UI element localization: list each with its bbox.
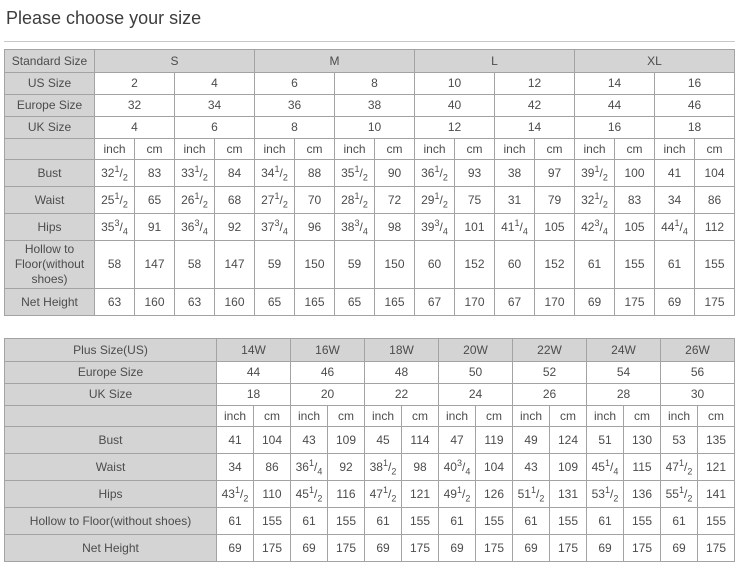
measure-value-cell: 155 (624, 508, 661, 535)
measure-value-cell: $25^1/_2$ (95, 187, 135, 214)
unit-label-cell: cm (215, 139, 255, 160)
unit-row (5, 139, 735, 160)
unit-label-cell: inch (335, 139, 375, 160)
unit-label-cell: cm (135, 139, 175, 160)
measure-value-cell: 45 (365, 427, 402, 454)
corner-label: Plus Size(US) (5, 339, 217, 362)
measure-value-cell: 155 (615, 241, 655, 289)
row-label: Waist (5, 454, 217, 481)
size-value-cell: 14 (495, 117, 575, 139)
table-gap (4, 316, 735, 338)
unit-label-cell: cm (476, 406, 513, 427)
measure-value-cell: $36^1/_4$ (291, 454, 328, 481)
measure-value-cell: 160 (135, 289, 175, 316)
measure-value-cell: 130 (624, 427, 661, 454)
measure-value-cell: 69 (291, 535, 328, 562)
measure-value-cell: 88 (295, 160, 335, 187)
measure-value-cell: 69 (513, 535, 550, 562)
measure-value-cell: $36^1/_2$ (415, 160, 455, 187)
size-value-cell: 18 (655, 117, 735, 139)
measure-value-cell: $51^1/_2$ (513, 481, 550, 508)
measurement-row (5, 427, 735, 454)
measure-value-cell: 38 (495, 160, 535, 187)
measure-value-cell: $39^1/_2$ (575, 160, 615, 187)
measure-value-cell: 70 (295, 187, 335, 214)
row-label: Bust (5, 160, 95, 187)
measure-value-cell: 43 (513, 454, 550, 481)
measure-value-cell: 90 (375, 160, 415, 187)
measure-value-cell: $27^1/_2$ (255, 187, 295, 214)
measure-value-cell: $32^1/_2$ (95, 160, 135, 187)
size-value-cell: 42 (495, 95, 575, 117)
size-value-cell: 38 (335, 95, 415, 117)
measure-value-cell: 69 (587, 535, 624, 562)
measure-value-cell: 112 (695, 214, 735, 241)
measure-value-cell: 104 (695, 160, 735, 187)
measure-value-cell: 175 (695, 289, 735, 316)
measure-value-cell: $28^1/_2$ (335, 187, 375, 214)
measure-value-cell: 41 (217, 427, 254, 454)
size-group-label: 14W (217, 339, 291, 362)
size-value-cell: 46 (655, 95, 735, 117)
size-value-cell: 44 (217, 362, 291, 384)
measure-value-cell: 150 (295, 241, 335, 289)
size-group-label: 22W (513, 339, 587, 362)
size-value-cell: 50 (439, 362, 513, 384)
size-value-cell: 32 (95, 95, 175, 117)
size-group-label: 18W (365, 339, 439, 362)
measure-value-cell: $40^3/_4$ (439, 454, 476, 481)
measure-value-cell: 83 (135, 160, 175, 187)
size-value-cell: 8 (335, 73, 415, 95)
measure-value-cell: 41 (655, 160, 695, 187)
measure-value-cell: 152 (455, 241, 495, 289)
size-value-cell: 30 (661, 384, 735, 406)
measurement-row (5, 508, 735, 535)
measure-value-cell: 61 (365, 508, 402, 535)
size-group-label: 26W (661, 339, 735, 362)
unit-label-cell: cm (615, 139, 655, 160)
size-value-cell: 22 (365, 384, 439, 406)
row-label: UK Size (5, 384, 217, 406)
unit-label-cell: inch (255, 139, 295, 160)
row-label: Net Height (5, 535, 217, 562)
measure-value-cell: 170 (455, 289, 495, 316)
measure-value-cell: 175 (254, 535, 291, 562)
measure-value-cell: 79 (535, 187, 575, 214)
measure-value-cell: $47^1/_2$ (661, 454, 698, 481)
unit-row (5, 406, 735, 427)
measure-value-cell: 34 (655, 187, 695, 214)
measure-value-cell: 115 (624, 454, 661, 481)
unit-label-cell: inch (587, 406, 624, 427)
measure-value-cell: 175 (698, 535, 735, 562)
measure-value-cell: 69 (575, 289, 615, 316)
size-value-cell: 6 (175, 117, 255, 139)
measure-value-cell: 165 (375, 289, 415, 316)
row-label: Europe Size (5, 362, 217, 384)
row-label: Waist (5, 187, 95, 214)
measure-value-cell: 72 (375, 187, 415, 214)
row-label: Hips (5, 481, 217, 508)
measure-value-cell: 110 (254, 481, 291, 508)
measure-value-cell: 61 (439, 508, 476, 535)
plus-size-table (4, 338, 735, 562)
measure-value-cell: $55^1/_2$ (661, 481, 698, 508)
measurement-row (5, 535, 735, 562)
measure-value-cell: 65 (335, 289, 375, 316)
measure-value-cell: $45^1/_4$ (587, 454, 624, 481)
measure-value-cell: 105 (615, 214, 655, 241)
unit-label-cell: cm (624, 406, 661, 427)
unit-label-cell: cm (295, 139, 335, 160)
measure-value-cell: 65 (255, 289, 295, 316)
measure-value-cell: $33^1/_2$ (175, 160, 215, 187)
measure-value-cell: 91 (135, 214, 175, 241)
measure-value-cell: 155 (695, 241, 735, 289)
measure-value-cell: 60 (415, 241, 455, 289)
size-group-label: 16W (291, 339, 365, 362)
measure-value-cell: 116 (328, 481, 365, 508)
measurement-row (5, 187, 735, 214)
measure-value-cell: 155 (328, 508, 365, 535)
measure-value-cell: 105 (535, 214, 575, 241)
measure-value-cell: 53 (661, 427, 698, 454)
measure-value-cell: 121 (698, 454, 735, 481)
measure-value-cell: 175 (550, 535, 587, 562)
measure-value-cell: 155 (476, 508, 513, 535)
measure-value-cell: 165 (295, 289, 335, 316)
measure-value-cell: $37^3/_4$ (255, 214, 295, 241)
measure-value-cell: $44^1/_4$ (655, 214, 695, 241)
row-label: US Size (5, 73, 95, 95)
unit-label-cell: cm (375, 139, 415, 160)
row-label: Net Height (5, 289, 95, 316)
size-value-cell: 34 (175, 95, 255, 117)
size-value-cell: 40 (415, 95, 495, 117)
size-conversion-row (5, 384, 735, 406)
measure-value-cell: 84 (215, 160, 255, 187)
row-label: Europe Size (5, 95, 95, 117)
page-title: Please choose your size (6, 8, 202, 28)
measure-value-cell: 92 (215, 214, 255, 241)
measure-value-cell: 86 (695, 187, 735, 214)
unit-corner-cell (5, 139, 95, 160)
measure-value-cell: 155 (254, 508, 291, 535)
measure-value-cell: 83 (615, 187, 655, 214)
measure-value-cell: 61 (217, 508, 254, 535)
measure-value-cell: $53^1/_2$ (587, 481, 624, 508)
size-conversion-row (5, 362, 735, 384)
measure-value-cell: 104 (254, 427, 291, 454)
size-value-cell: 36 (255, 95, 335, 117)
measure-value-cell: 59 (335, 241, 375, 289)
size-value-cell: 10 (415, 73, 495, 95)
measure-value-cell: 175 (624, 535, 661, 562)
measure-value-cell: 69 (661, 535, 698, 562)
measure-value-cell: 141 (698, 481, 735, 508)
measure-value-cell: 170 (535, 289, 575, 316)
unit-label-cell: inch (661, 406, 698, 427)
measure-value-cell: $49^1/_2$ (439, 481, 476, 508)
measure-value-cell: 65 (135, 187, 175, 214)
size-value-cell: 8 (255, 117, 335, 139)
measure-value-cell: 61 (291, 508, 328, 535)
size-group-label: L (415, 50, 575, 73)
measure-value-cell: 75 (455, 187, 495, 214)
measure-value-cell: 61 (587, 508, 624, 535)
measure-value-cell: 63 (175, 289, 215, 316)
measure-value-cell: 93 (455, 160, 495, 187)
measure-value-cell: $38^3/_4$ (335, 214, 375, 241)
measure-value-cell: 109 (550, 454, 587, 481)
measure-value-cell: 59 (255, 241, 295, 289)
size-value-cell: 24 (439, 384, 513, 406)
size-value-cell: 28 (587, 384, 661, 406)
measure-value-cell: 98 (375, 214, 415, 241)
size-conversion-row (5, 95, 735, 117)
measure-value-cell: 155 (698, 508, 735, 535)
measurement-row (5, 289, 735, 316)
measure-value-cell: 131 (550, 481, 587, 508)
unit-label-cell: cm (550, 406, 587, 427)
measure-value-cell: 119 (476, 427, 513, 454)
measure-value-cell: 60 (495, 241, 535, 289)
unit-label-cell: cm (254, 406, 291, 427)
measure-value-cell: $35^1/_2$ (335, 160, 375, 187)
measure-value-cell: 175 (615, 289, 655, 316)
measure-value-cell: 67 (495, 289, 535, 316)
size-value-cell: 54 (587, 362, 661, 384)
unit-label-cell: cm (455, 139, 495, 160)
measure-value-cell: 49 (513, 427, 550, 454)
measure-value-cell: 147 (135, 241, 175, 289)
row-label: Hips (5, 214, 95, 241)
unit-label-cell: cm (695, 139, 735, 160)
unit-label-cell: inch (495, 139, 535, 160)
size-conversion-row (5, 73, 735, 95)
measure-value-cell: 160 (215, 289, 255, 316)
size-value-cell: 16 (575, 117, 655, 139)
unit-label-cell: inch (95, 139, 135, 160)
size-group-label: S (95, 50, 255, 73)
measure-value-cell: $43^1/_2$ (217, 481, 254, 508)
measure-value-cell: $38^1/_2$ (365, 454, 402, 481)
size-conversion-row (5, 117, 735, 139)
row-label: Hollow to Floor(without shoes) (5, 508, 217, 535)
size-value-cell: 52 (513, 362, 587, 384)
size-group-label: M (255, 50, 415, 73)
measure-value-cell: 124 (550, 427, 587, 454)
size-group-row (5, 339, 735, 362)
row-label: UK Size (5, 117, 95, 139)
measurement-row (5, 160, 735, 187)
measure-value-cell: $45^1/_2$ (291, 481, 328, 508)
size-value-cell: 18 (217, 384, 291, 406)
row-label: Hollow to Floor(without shoes) (5, 241, 95, 289)
measure-value-cell: 61 (661, 508, 698, 535)
measure-value-cell: 135 (698, 427, 735, 454)
measure-value-cell: 86 (254, 454, 291, 481)
measure-value-cell: 121 (402, 481, 439, 508)
title-divider (4, 41, 735, 42)
measure-value-cell: 58 (95, 241, 135, 289)
unit-label-cell: inch (439, 406, 476, 427)
corner-label: Standard Size (5, 50, 95, 73)
measurement-row (5, 214, 735, 241)
unit-label-cell: inch (291, 406, 328, 427)
measure-value-cell: 98 (402, 454, 439, 481)
measure-value-cell: 43 (291, 427, 328, 454)
measure-value-cell: 175 (402, 535, 439, 562)
size-value-cell: 4 (175, 73, 255, 95)
measure-value-cell: 31 (495, 187, 535, 214)
unit-label-cell: inch (217, 406, 254, 427)
size-value-cell: 26 (513, 384, 587, 406)
size-group-row (5, 50, 735, 73)
measure-value-cell: 68 (215, 187, 255, 214)
unit-label-cell: inch (175, 139, 215, 160)
measure-value-cell: 61 (575, 241, 615, 289)
measure-value-cell: 96 (295, 214, 335, 241)
row-label: Bust (5, 427, 217, 454)
measure-value-cell: 67 (415, 289, 455, 316)
measure-value-cell: $36^3/_4$ (175, 214, 215, 241)
measure-value-cell: 97 (535, 160, 575, 187)
measure-value-cell: 69 (655, 289, 695, 316)
size-value-cell: 20 (291, 384, 365, 406)
measure-value-cell: 150 (375, 241, 415, 289)
measure-value-cell: 47 (439, 427, 476, 454)
measure-value-cell: 152 (535, 241, 575, 289)
measure-value-cell: 61 (655, 241, 695, 289)
measure-value-cell: $26^1/_2$ (175, 187, 215, 214)
measure-value-cell: 69 (439, 535, 476, 562)
measure-value-cell: $32^1/_2$ (575, 187, 615, 214)
size-group-label: XL (575, 50, 735, 73)
measure-value-cell: 136 (624, 481, 661, 508)
unit-label-cell: inch (655, 139, 695, 160)
measure-value-cell: 58 (175, 241, 215, 289)
measure-value-cell: 101 (455, 214, 495, 241)
unit-corner-cell (5, 406, 217, 427)
measurement-row (5, 241, 735, 289)
measure-value-cell: 51 (587, 427, 624, 454)
unit-label-cell: inch (365, 406, 402, 427)
measure-value-cell: 69 (217, 535, 254, 562)
size-value-cell: 56 (661, 362, 735, 384)
size-value-cell: 10 (335, 117, 415, 139)
size-value-cell: 12 (415, 117, 495, 139)
unit-label-cell: inch (575, 139, 615, 160)
size-value-cell: 2 (95, 73, 175, 95)
size-value-cell: 12 (495, 73, 575, 95)
measure-value-cell: 109 (328, 427, 365, 454)
measure-value-cell: $42^3/_4$ (575, 214, 615, 241)
unit-label-cell: inch (415, 139, 455, 160)
size-group-label: 20W (439, 339, 513, 362)
measure-value-cell: 126 (476, 481, 513, 508)
standard-size-table (4, 49, 735, 316)
size-value-cell: 16 (655, 73, 735, 95)
measure-value-cell: 155 (550, 508, 587, 535)
measurement-row (5, 454, 735, 481)
measure-value-cell: $35^3/_4$ (95, 214, 135, 241)
measurement-row (5, 481, 735, 508)
measure-value-cell: 114 (402, 427, 439, 454)
unit-label-cell: inch (513, 406, 550, 427)
measure-value-cell: $34^1/_2$ (255, 160, 295, 187)
unit-label-cell: cm (535, 139, 575, 160)
measure-value-cell: $41^1/_4$ (495, 214, 535, 241)
size-value-cell: 6 (255, 73, 335, 95)
measure-value-cell: 69 (365, 535, 402, 562)
unit-label-cell: cm (698, 406, 735, 427)
measure-value-cell: $47^1/_2$ (365, 481, 402, 508)
measure-value-cell: 34 (217, 454, 254, 481)
measure-value-cell: 92 (328, 454, 365, 481)
measure-value-cell: $29^1/_2$ (415, 187, 455, 214)
measure-value-cell: $39^3/_4$ (415, 214, 455, 241)
measure-value-cell: 175 (476, 535, 513, 562)
size-value-cell: 44 (575, 95, 655, 117)
measure-value-cell: 155 (402, 508, 439, 535)
unit-label-cell: cm (402, 406, 439, 427)
size-value-cell: 4 (95, 117, 175, 139)
measure-value-cell: 63 (95, 289, 135, 316)
size-value-cell: 46 (291, 362, 365, 384)
measure-value-cell: 100 (615, 160, 655, 187)
measure-value-cell: 147 (215, 241, 255, 289)
size-value-cell: 48 (365, 362, 439, 384)
size-value-cell: 14 (575, 73, 655, 95)
unit-label-cell: cm (328, 406, 365, 427)
measure-value-cell: 104 (476, 454, 513, 481)
measure-value-cell: 61 (513, 508, 550, 535)
size-group-label: 24W (587, 339, 661, 362)
measure-value-cell: 175 (328, 535, 365, 562)
